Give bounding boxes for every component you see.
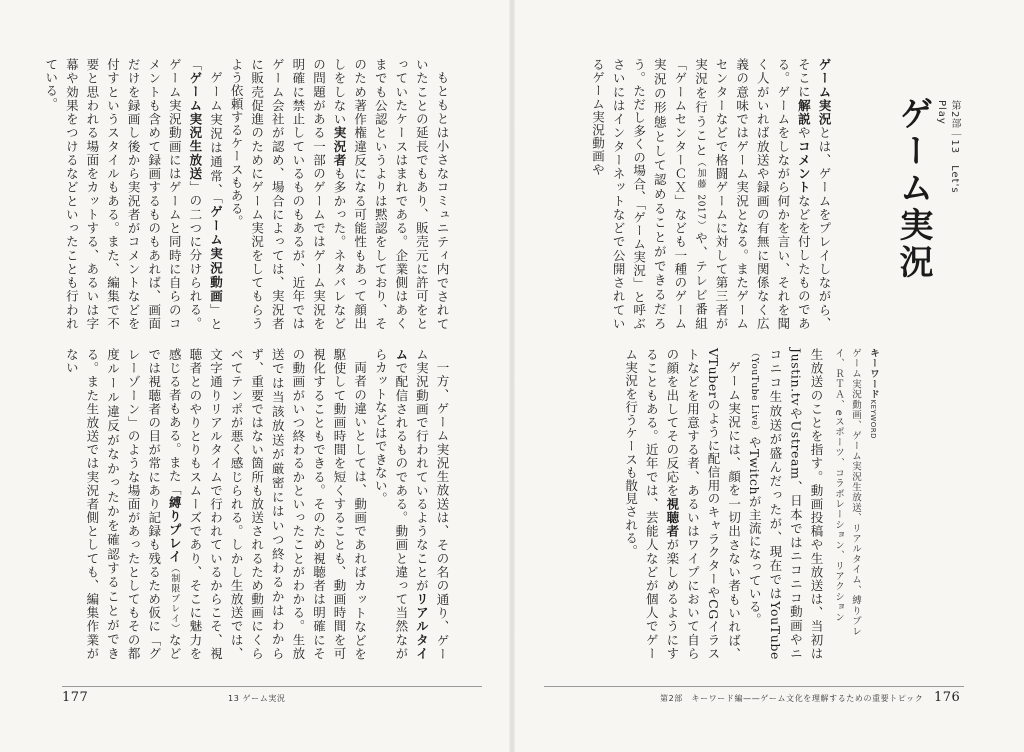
paragraph: 両者の違いとしては、動画であればカットなどを駆使して動画時間を短くすることも、動画時間を可視化することもできる。そのため視聴者は明確にその動画がいつ終わるかといったことがわかる。生放送では当該放送が厳密にはいつ終わるかはわからず、重要ではない箇所も放送されるため動画にくらべてテンポが悪く感じられる。しかし生放送では、文字通りリアルタイムで行われているからこそ、視聴者とのやりとりもスムーズであり、そこに魅力を感じる者もある。また「縛りプレイ（制限プレイ）などでは視聴者の目が常にあり記録も残るため仮に「グレーゾーン」のような場面があったとしてもその都度ルール違反がなかったかを確認することができる。また生放送では実況者側としても、編集作業がない <box>64 348 368 660</box>
page-number-right: 176 <box>934 690 961 705</box>
emphasized-term: ゲーム実況動画 <box>208 204 224 303</box>
footer-rule-left <box>62 686 482 687</box>
paragraph: ゲーム実況は通常、「ゲーム実況動画」と「ゲーム実況生放送」の二つに分けられる。ゲーム実況動画にはゲームと同時に自らのコメントも含めて録画するものもあれば、画面だけを録画し後から実況者がコメントなどを付すというスタイルもある。また、編集で不要と思われる場面をカットする、あるいは字幕や効果をつけるなどといったことも行われている。 <box>43 58 224 331</box>
emphasized-term: 視聴者 <box>664 497 680 539</box>
keywords-en-label: KEYWORD <box>869 399 877 439</box>
citation-note: （加藤 2017） <box>695 157 706 232</box>
chapter-number: 13 <box>949 139 960 155</box>
right-body-lower <box>594 348 826 660</box>
paragraph: もともとは小さなコミュニティ内でされていたことの延長でもあり、販売元に許可をとっていたケースはまれである。企業側はあくまでも公認というよりは黙認をしており、そのため著作権違反になる可能性もあって顔出しをしない実況者も多かった。ネタバレなどの問題がある一部のゲームではゲーム実況を明確に禁止しているものもあるが、近年ではゲーム会社が認め、場合によっては、実況者に販売促進のためにゲーム実況をしてもらうよう依頼するケースもある。 <box>229 58 450 331</box>
citation-note: （YouTube Live） <box>749 348 760 436</box>
paragraph: ゲーム実況には、顔を一切出さない者もいれば、VTuberのように配信用のキャラクターやCGイラストなどを用意する者、あるいはワイプにおいて自らの顔を出してその反応を視聴者が楽しめるようにすることもある。近年では、芸能人などが個人でゲーム実況を行うケースも散見される。 <box>623 348 742 660</box>
emphasized-term: 解説 <box>796 98 812 127</box>
left-body-lower <box>48 348 452 660</box>
footer-rule-right <box>544 686 964 687</box>
running-head-left: 13 ゲーム実況 <box>228 694 286 703</box>
keywords-label: キーワード <box>868 348 879 400</box>
emphasized-term: リアルタイム <box>393 348 430 660</box>
keywords-block <box>833 348 882 648</box>
citation-note: （制限プレイ） <box>169 563 180 634</box>
chapter-meta: 第2部｜13 Let's Play <box>936 100 960 194</box>
keywords-list: ゲーム実況動画、ゲーム実況生放送、リアルタイム、縛りプレイ、ＲＴＡ、eスポーツ、コラボレーション、リアクション <box>833 348 861 637</box>
part-label: 第2部 <box>949 100 960 130</box>
running-head-right: 第2部 キーワード編——ゲーム文化を理解するための重要トピック <box>660 694 924 703</box>
emphasized-term: 実況者 <box>332 126 348 168</box>
right-body-upper <box>572 58 834 330</box>
emphasized-term: 縛りプレイ <box>167 496 183 564</box>
page-number-left: 177 <box>62 690 89 705</box>
paragraph: ゲーム実況とは、ゲームをプレイしながら、そこに解説やコメントなどを付したものである。ゲームをしながら何かを言い、それを聞く人がいれば放送や録画の有無に関係なく広義の意味ではゲーム実況となる。またゲームセンターなどで格闘ゲームに対して第三者が実況を行うこと（加藤 2017）や、テレビ番組「ゲームセンターＣＸ」なども一種のゲーム実況の形態として認めることができるだろう。ただし多くの場合、「ゲーム実況」と呼ぶさいにはインターネットなどで公開されているゲーム実況動画や <box>590 58 832 331</box>
left-body-upper <box>43 58 452 331</box>
emphasized-term: ゲーム実況 <box>817 58 832 127</box>
paragraph: 生放送のことを指す。動画投稿や生放送は、当初はJustin.tvやUstream、日本ではニコニコ動画やニコニコ生放送が盛んだったが、現在ではYouTube（YouTube Live）やTwitchが主流になっている。 <box>747 348 824 660</box>
chapter-title: ゲーム実況 <box>893 96 933 281</box>
emphasized-term: ゲーム実況生放送 <box>187 71 203 181</box>
paragraph: 一方、ゲーム実況生放送は、その名の通り、ゲーム実況動画で行われているようなことがリアルタイムで配信されるものである。動画と違って当然ながらカットなどはできない。 <box>373 348 450 660</box>
emphasized-term: コメント <box>796 139 812 195</box>
book-gutter <box>509 0 515 752</box>
chapter-english-title: Let's Play <box>936 100 960 194</box>
